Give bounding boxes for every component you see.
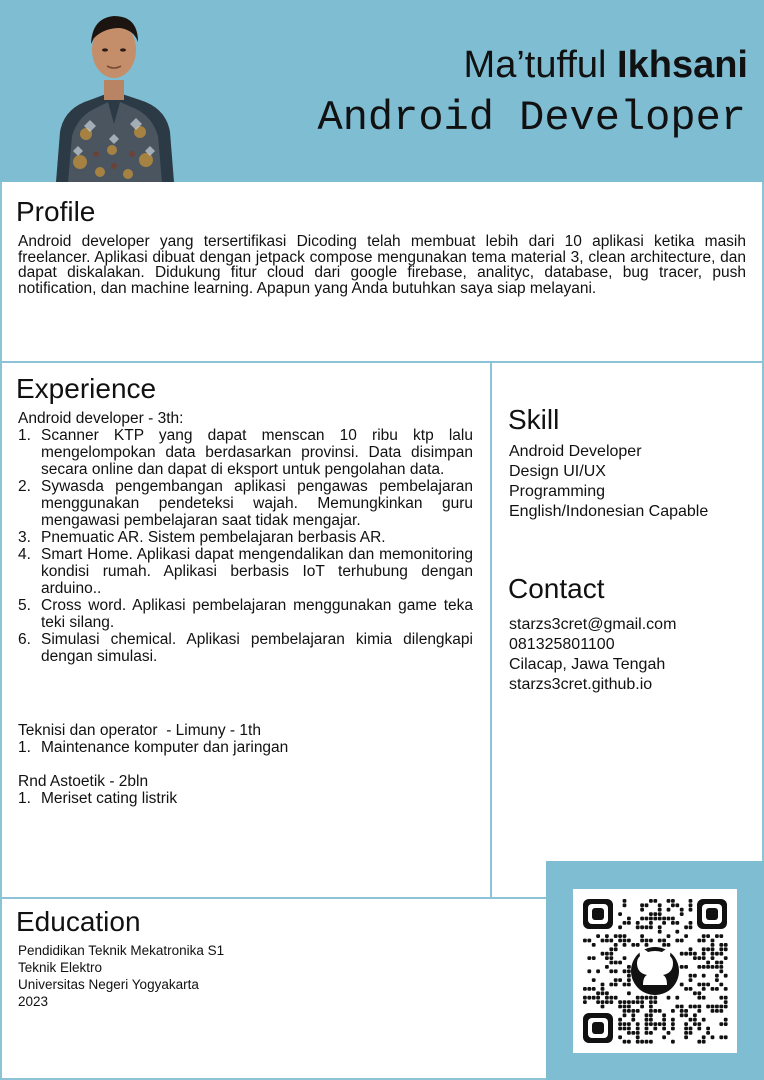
list-item: 5. Cross word. Aplikasi pembelajaran menggunakan game teka teki silang. xyxy=(18,597,473,631)
education-title: Education xyxy=(16,906,141,937)
skill-list xyxy=(509,442,708,522)
list-item: 4. Smart Home. Aplikasi dapat mengendalikan dan memonitoring kondisi rumah. Aplikasi berbasis IoT terhubung dengan arduino.. xyxy=(18,546,473,597)
job-rnd-astoetik xyxy=(18,773,473,807)
list-item: 1. Scanner KTP yang dapat menscan 10 ribu ktp lalu mengelompokan data berdasarkan provinsi. Data disimpan secara online dan dapat di eksport untuk pengolahan data. xyxy=(18,427,473,478)
divider-bottom xyxy=(0,1078,546,1080)
header-banner xyxy=(0,0,764,182)
experience-title: Experience xyxy=(16,373,157,404)
divider-experience-right xyxy=(490,361,492,898)
divider-left-edge xyxy=(0,182,2,1080)
profile-photo xyxy=(50,4,178,182)
skill-item: Android Developer xyxy=(509,443,642,460)
education-line: 2023 xyxy=(18,994,49,1009)
qr-code-graphic xyxy=(573,889,737,1053)
profile-title: Profile xyxy=(16,196,96,227)
job-heading: Android developer - 3th: xyxy=(18,410,184,427)
skill-item: Design UI/UX xyxy=(509,463,606,480)
person-name xyxy=(464,44,748,87)
list-item: 2. Sywasda pengembangan aplikasi pengawas pembelajaran menggunakan pendeteksi wajah. Memungkinkan guru mengawasi pembelajaran saat tidak mengajar. xyxy=(18,478,473,529)
contact-phone[interactable]: 081325801100 xyxy=(509,636,615,653)
job-role: Android Developer xyxy=(317,94,746,142)
list-item: 1. Maintenance komputer dan jaringan xyxy=(18,739,289,756)
name-first: Ma’tufful xyxy=(463,44,607,86)
job-heading: Teknisi dan operator - Limuny - 1th xyxy=(18,722,261,739)
qr-code[interactable] xyxy=(573,889,737,1053)
contact-location: Cilacap, Jawa Tengah xyxy=(509,656,666,673)
skill-item: Programming xyxy=(509,483,606,500)
job-android-developer xyxy=(18,410,473,665)
contact-list xyxy=(509,615,676,695)
list-item: 3. Pnemuatic AR. Sistem pembelajaran berbasis AR. xyxy=(18,529,386,546)
profile-description: Android developer yang tersertifikasi Dicoding telah membuat lebih dari 10 aplikasi ketika masih freelancer. Aplikasi dibuat dengan jetpack compose mengunakan tema material 3, clean architecture, dan dapat diskalakan. Didukung fitur cloud dari google firebase, analityc, database, bug tracer, push notification, dan machine learning. Apapun yang Anda butuhkan saya siap melayani. xyxy=(18,233,746,297)
divider-right-edge xyxy=(762,182,764,862)
education-line: Pendidikan Teknik Mekatronika S1 xyxy=(18,943,225,958)
list-item: 1. Meriset cating listrik xyxy=(18,790,178,807)
divider-experience-bottom xyxy=(0,897,546,899)
education-line: Teknik Elektro xyxy=(18,960,103,975)
job-items xyxy=(18,739,473,756)
list-item: 6. Simulasi chemical. Aplikasi pembelajaran kimia dilengkapi dengan simulasi. xyxy=(18,631,473,665)
contact-title: Contact xyxy=(508,573,605,604)
contact-website[interactable]: starzs3cret.github.io xyxy=(509,676,653,693)
job-teknisi-operator xyxy=(18,722,473,756)
skill-item: English/Indonesian Capable xyxy=(509,503,709,520)
education-line: Universitas Negeri Yogyakarta xyxy=(18,977,199,992)
job-items xyxy=(18,790,473,807)
qr-panel xyxy=(546,861,764,1080)
name-last: Ikhsani xyxy=(617,44,748,86)
contact-email[interactable]: starzs3cret@gmail.com xyxy=(509,616,677,633)
education-details xyxy=(18,942,224,1010)
job-heading: Rnd Astoetik - 2bln xyxy=(18,773,149,790)
divider-profile-bottom xyxy=(0,361,764,363)
job-items xyxy=(18,427,473,665)
skill-title: Skill xyxy=(508,404,560,435)
